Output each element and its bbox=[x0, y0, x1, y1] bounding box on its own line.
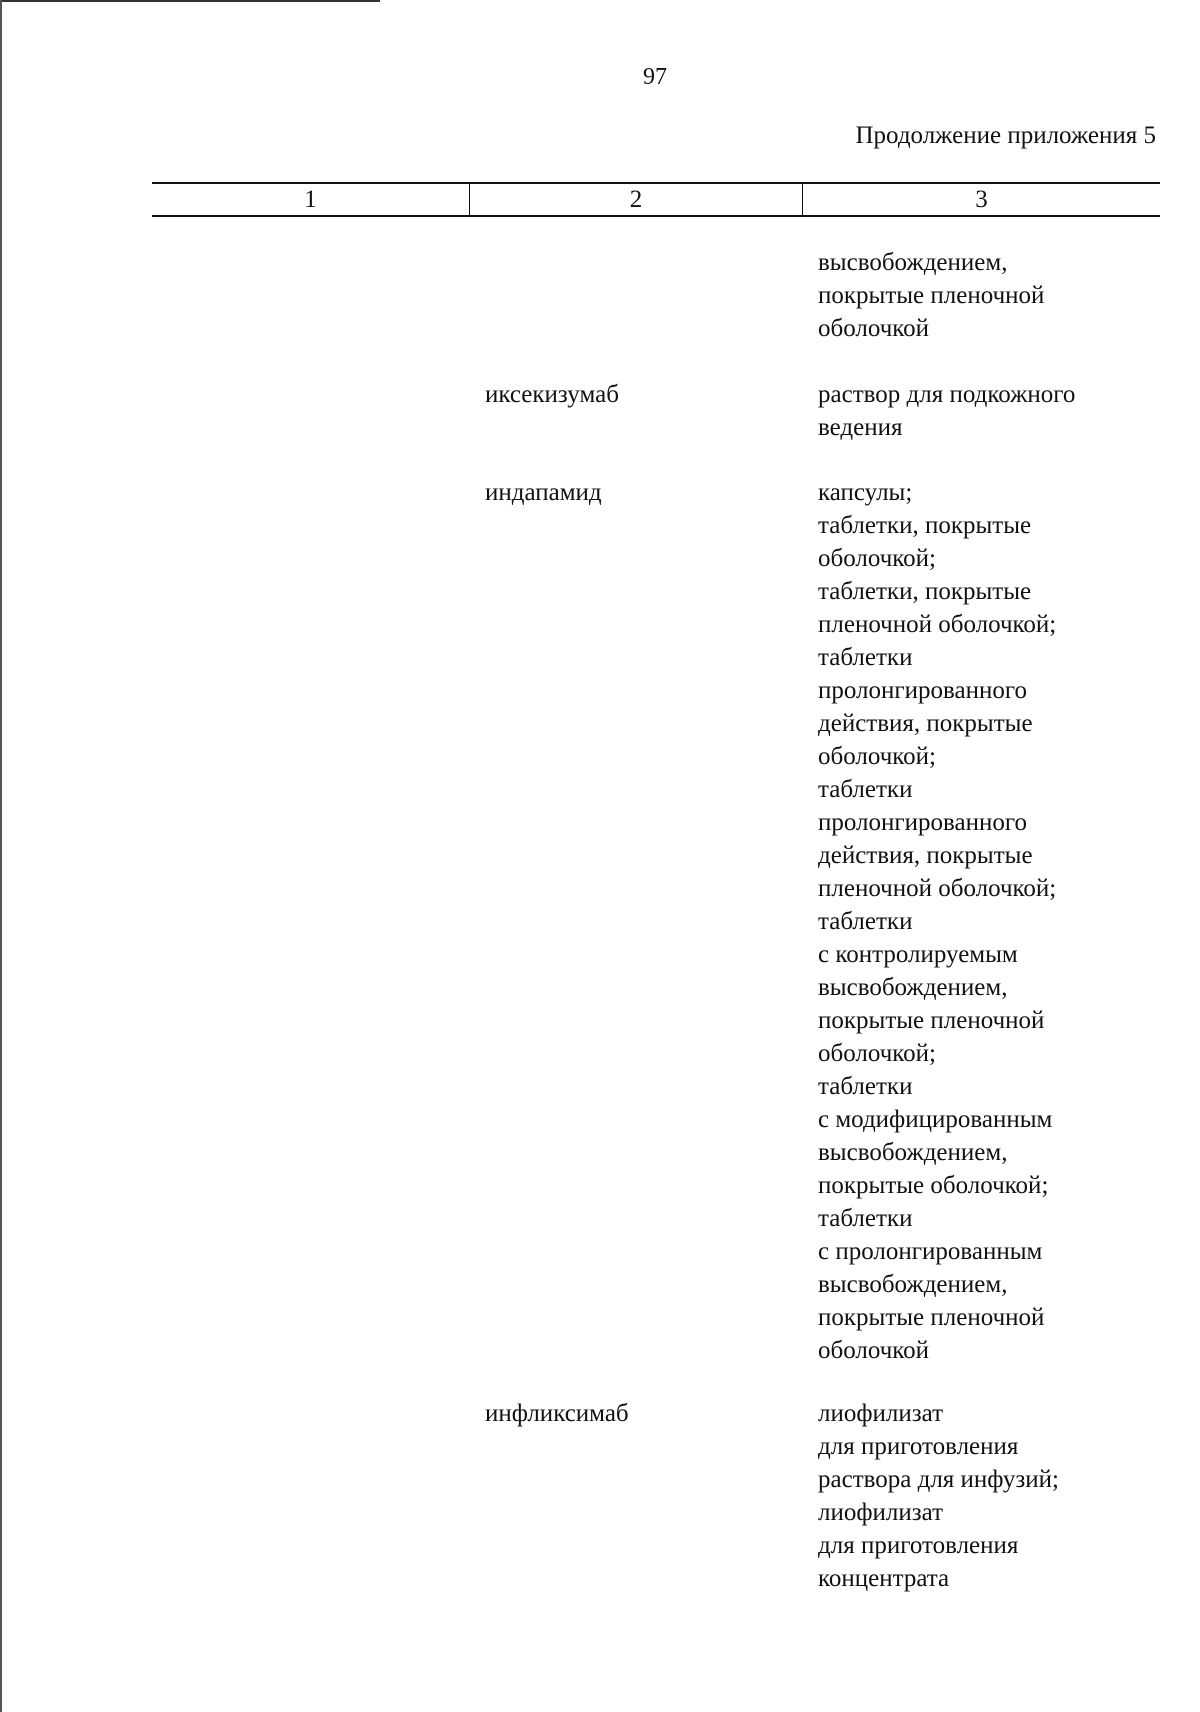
dosage-form: высвобождением, покрытые пленочной оболочкой bbox=[818, 249, 1045, 342]
dosage-form: раствор для подкожного ведения bbox=[818, 381, 1076, 441]
column-header-1: 1 bbox=[304, 186, 317, 213]
column-header-2: 2 bbox=[629, 186, 643, 213]
table-top-rule bbox=[152, 182, 1160, 184]
continuation-label: Продолжение приложения 5 bbox=[855, 122, 1156, 149]
drug-name: иксекизумаб bbox=[485, 381, 619, 408]
dosage-form: лиофилизат для приготовления раствора для инфузий; лиофилизат для приготовления концентрата bbox=[818, 1400, 1059, 1592]
dosage-form: капсулы; таблетки, покрытые оболочкой; таблетки, покрытые пленочной оболочкой; таблетки пролонгированного действия, покрытые оболочкой; таблетки пролонгированного действия, покрытые пленочной оболочкой; таблетки с контролируемым высвобождением, покрытые пленочной оболочкой; таблетки с модифицированным высвобождением, покрытые оболочкой; таблетки с пролонгированным высвобождением, покрытые пленочной оболочкой bbox=[818, 479, 1057, 1364]
drug-name: инфликсимаб bbox=[485, 1400, 629, 1427]
column-header-3: 3 bbox=[975, 186, 988, 213]
scan-edge-left bbox=[0, 0, 2, 1712]
table-header-rule bbox=[152, 215, 1160, 217]
drug-name: индапамид bbox=[485, 479, 602, 506]
scan-edge-top bbox=[0, 0, 380, 2]
page-number: 97 bbox=[643, 64, 667, 90]
